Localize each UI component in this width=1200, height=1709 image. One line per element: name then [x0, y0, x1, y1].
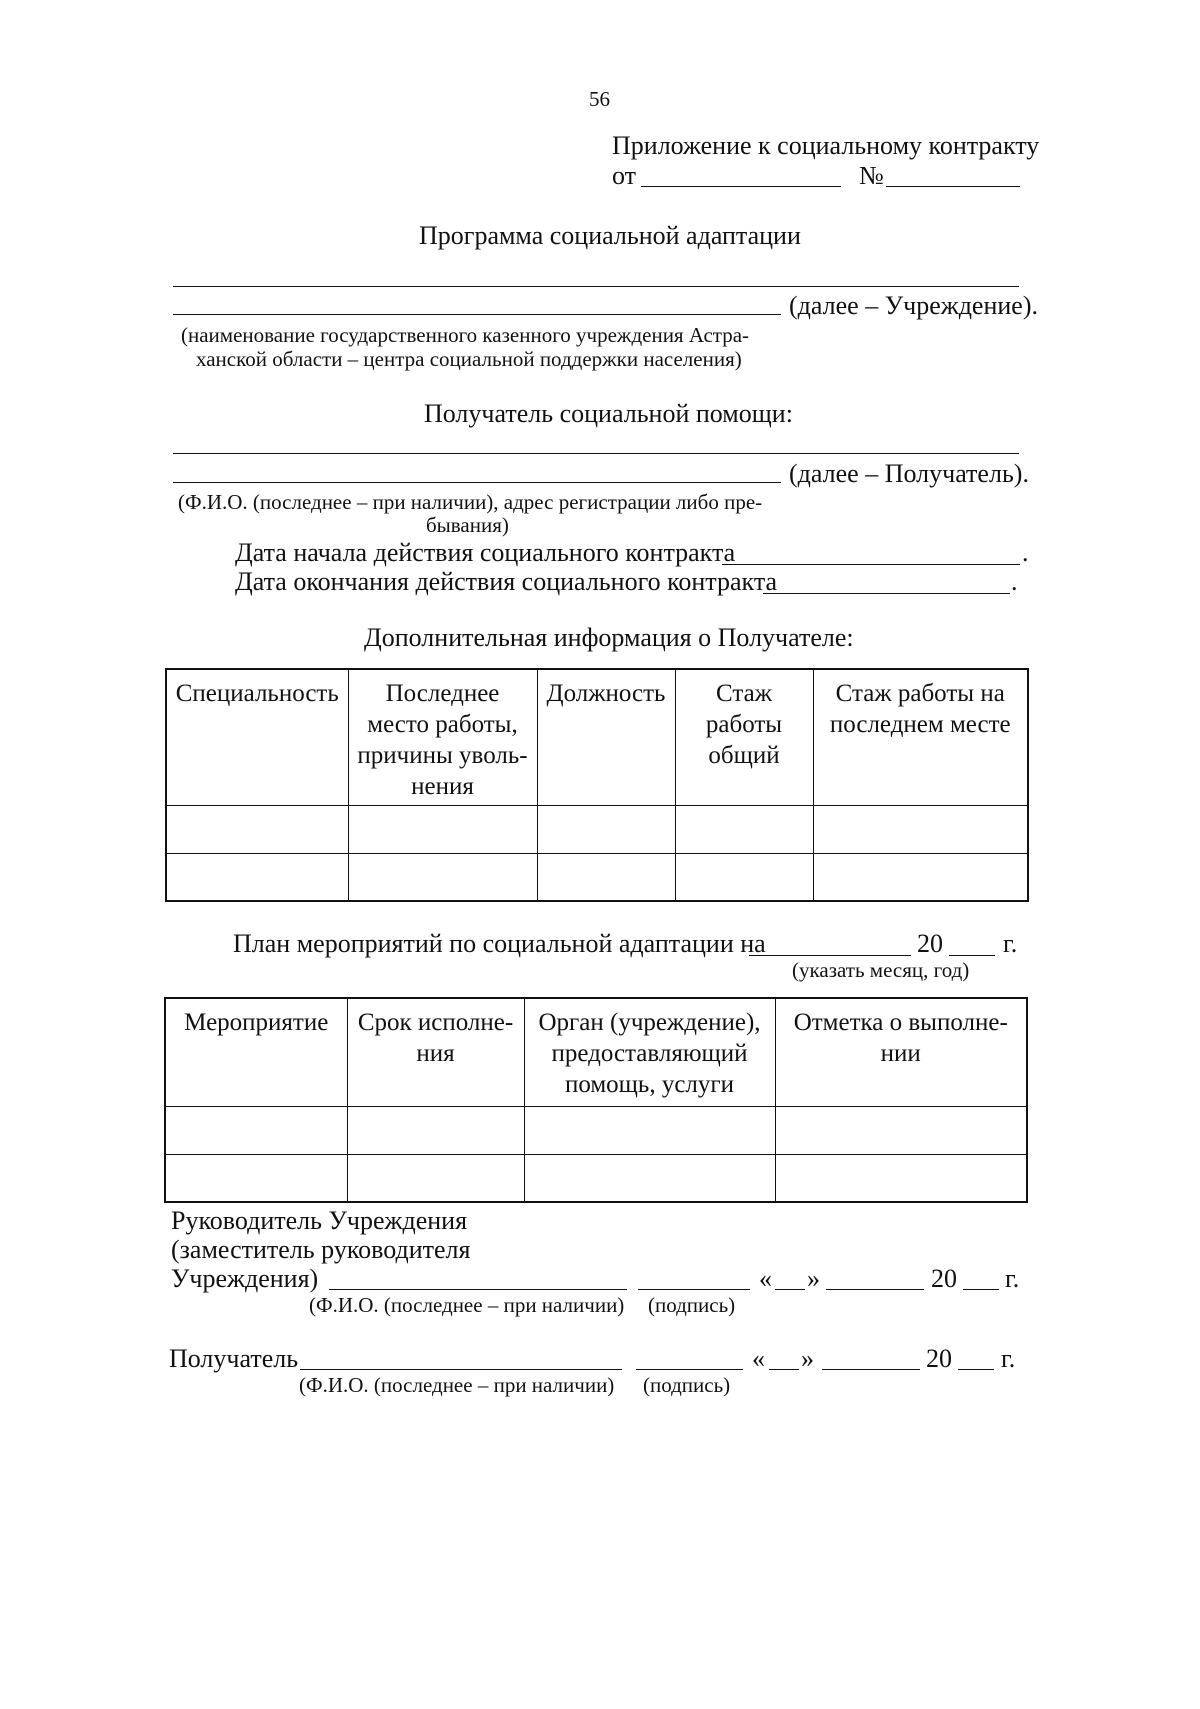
table-cell[interactable]	[775, 1106, 1027, 1154]
header-completion-mark: Отметка о выполне- нии	[775, 998, 1027, 1106]
recipient-name-line-1[interactable]	[173, 453, 1019, 454]
program-title: Программа социальной адаптации	[419, 221, 801, 250]
end-date-field[interactable]	[763, 593, 1010, 594]
table-cell[interactable]	[537, 853, 675, 901]
head-title-line-3: Учреждения)	[171, 1264, 319, 1293]
appendix-from-label: от	[612, 161, 637, 190]
recipient-fio-caption: (Ф.И.О. (последнее – при наличии)	[299, 1373, 615, 1397]
table-cell[interactable]	[524, 1154, 775, 1202]
head-title-line-1: Руководитель Учреждения	[171, 1206, 468, 1235]
table-header-row	[165, 998, 1027, 1106]
recipient-suffix: (далее – Получатель).	[789, 459, 1029, 488]
header-total-experience: Стаж работы общий	[675, 669, 813, 805]
header-last-workplace: Последнее место работы, причины уволь- нения	[348, 669, 537, 805]
start-date-label: Дата начала действия социального контракта	[235, 538, 736, 567]
institution-caption-2: ханской области – центра социальной поддержки населения)	[196, 347, 742, 371]
table-cell[interactable]	[675, 853, 813, 901]
table-header-row	[166, 669, 1028, 805]
head-fio-field[interactable]	[329, 1289, 627, 1290]
table-cell[interactable]	[165, 1154, 347, 1202]
institution-name-line-1[interactable]	[173, 286, 1019, 287]
plan-year-prefix: 20	[917, 929, 943, 958]
page-number: 56	[589, 87, 610, 111]
header-specialty: Специальность	[166, 669, 348, 805]
table-cell[interactable]	[348, 805, 537, 853]
head-year-field[interactable]	[963, 1289, 999, 1290]
header-activity: Мероприятие	[165, 998, 347, 1106]
start-date-field[interactable]	[722, 564, 1020, 565]
table-cell[interactable]	[813, 853, 1028, 901]
head-year-prefix: 20	[931, 1264, 957, 1293]
table-cell[interactable]	[775, 1154, 1027, 1202]
table-row	[165, 1106, 1027, 1154]
head-fio-caption: (Ф.И.О. (последнее – при наличии)	[309, 1293, 625, 1317]
plan-label: План мероприятий по социальной адаптации на	[233, 929, 766, 958]
table-cell[interactable]	[675, 805, 813, 853]
additional-info-heading: Дополнительная информация о Получателе:	[364, 623, 854, 652]
plan-caption: (указать месяц, год)	[792, 958, 970, 982]
institution-suffix: (далее – Учреждение).	[789, 291, 1038, 320]
header-provider: Орган (учреждение), предоставляющий помощь, услуги	[524, 998, 775, 1106]
recipient-year-field[interactable]	[958, 1369, 994, 1370]
institution-caption-1: (наименование государственного казенного учреждения Астра-	[181, 323, 750, 347]
recipient-caption-1: (Ф.И.О. (последнее – при наличии), адрес регистрации либо пре-	[178, 490, 763, 514]
head-quote-close: »	[807, 1264, 820, 1293]
recipient-name-line-2[interactable]	[173, 482, 781, 483]
head-year-suffix: г.	[1005, 1264, 1020, 1293]
table-cell[interactable]	[166, 805, 348, 853]
table-cell[interactable]	[347, 1154, 524, 1202]
table-cell[interactable]	[537, 805, 675, 853]
header-last-place-experience: Стаж работы на последнем месте	[813, 669, 1028, 805]
recipient-day-field[interactable]	[769, 1369, 799, 1370]
recipient-year-suffix: г.	[1001, 1344, 1016, 1373]
plan-year-field[interactable]	[949, 955, 995, 956]
plan-table	[164, 997, 1028, 1203]
recipient-fio-field[interactable]	[300, 1369, 622, 1370]
header-position: Должность	[537, 669, 675, 805]
table-cell[interactable]	[524, 1106, 775, 1154]
end-date-period: .	[1011, 567, 1018, 596]
head-signature-field[interactable]	[638, 1289, 750, 1290]
end-date-label: Дата окончания действия социального контракта	[235, 567, 778, 596]
recipient-month-field[interactable]	[822, 1369, 920, 1370]
appendix-title: Приложение к социальному контракту	[612, 131, 1040, 160]
recipient-signature-caption: (подпись)	[643, 1373, 731, 1397]
table-row	[165, 1154, 1027, 1202]
table-cell[interactable]	[166, 853, 348, 901]
recipient-signature-label: Получатель	[169, 1344, 299, 1373]
head-title-line-2: (заместитель руководителя	[171, 1235, 471, 1264]
table-row	[166, 805, 1028, 853]
recipient-heading: Получатель социальной помощи:	[424, 399, 793, 428]
recipient-info-table	[165, 668, 1029, 902]
contract-number-field[interactable]	[886, 186, 1020, 187]
table-cell[interactable]	[813, 805, 1028, 853]
recipient-signature-field[interactable]	[636, 1369, 743, 1370]
start-date-period: .	[1022, 538, 1029, 567]
table-row	[166, 853, 1028, 901]
head-signature-caption: (подпись)	[648, 1293, 736, 1317]
institution-name-line-2[interactable]	[173, 314, 781, 315]
recipient-quote-close: »	[801, 1344, 814, 1373]
head-quote-open: «	[759, 1264, 772, 1293]
plan-year-suffix: г.	[1003, 929, 1018, 958]
table-cell[interactable]	[348, 853, 537, 901]
recipient-year-prefix: 20	[926, 1344, 952, 1373]
appendix-number-label: №	[859, 161, 884, 190]
header-deadline: Срок исполне- ния	[347, 998, 524, 1106]
recipient-caption-2: бывания)	[426, 513, 509, 537]
table-cell[interactable]	[347, 1106, 524, 1154]
plan-month-field[interactable]	[749, 955, 911, 956]
table-cell[interactable]	[165, 1106, 347, 1154]
head-day-field[interactable]	[775, 1289, 805, 1290]
head-month-field[interactable]	[826, 1289, 924, 1290]
contract-date-field[interactable]	[641, 186, 841, 187]
recipient-quote-open: «	[752, 1344, 765, 1373]
